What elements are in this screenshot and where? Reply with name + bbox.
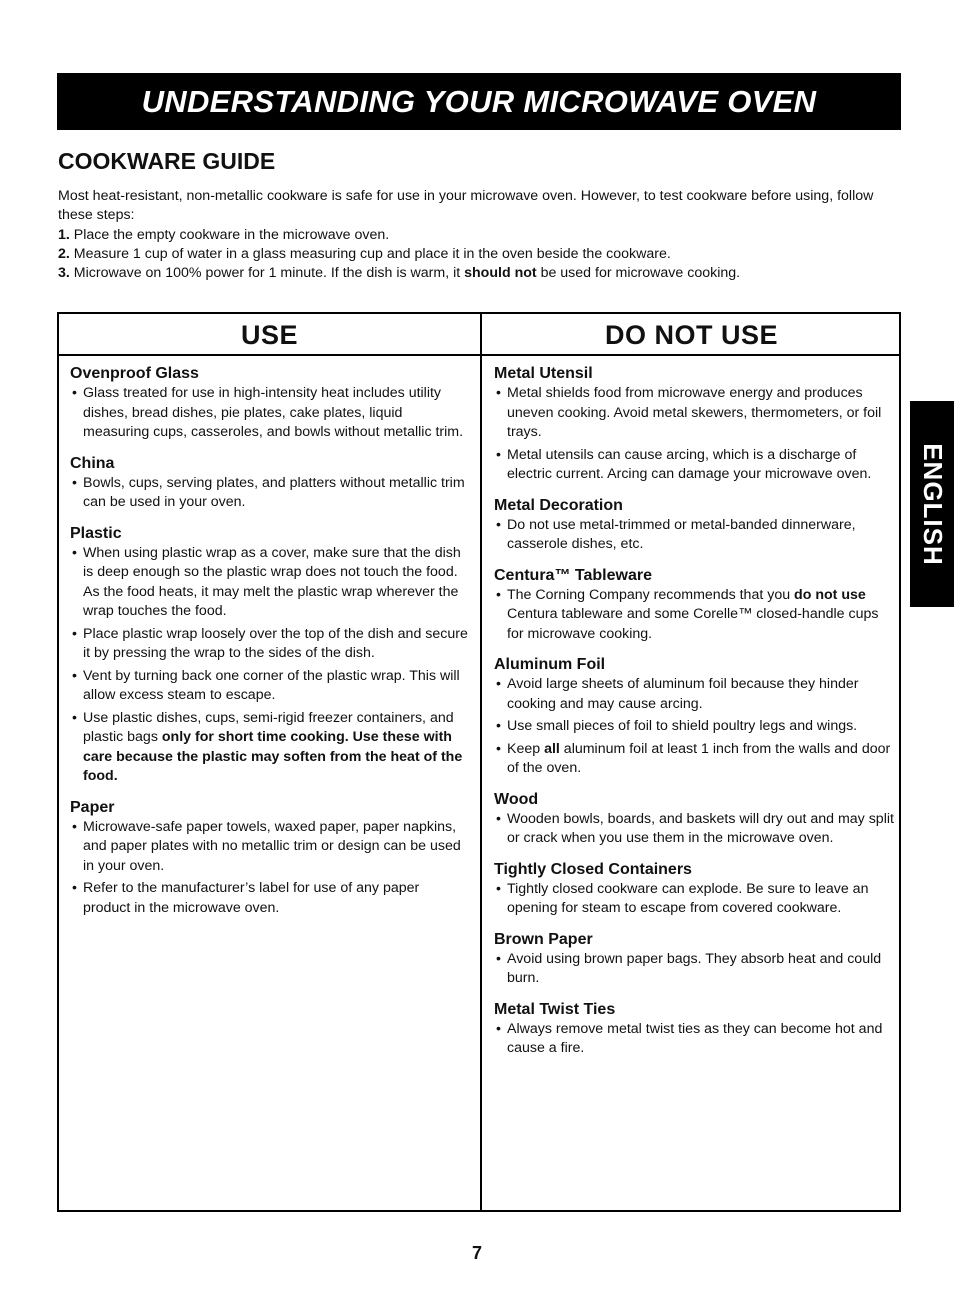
bullet-icon: • — [72, 709, 77, 726]
bullet-text: Keep — [507, 740, 545, 757]
cookware-item-title: Wood — [494, 790, 539, 808]
bullet-text: Use plastic dishes, cups, semi-rigid freezer containers, and plastic bags — [83, 709, 454, 745]
bullet-text: Metal shields food from microwave energy and produces uneven cooking. Avoid metal skewers, thermometers, or foil trays. — [507, 385, 882, 440]
bullet-point — [494, 880, 894, 919]
bullet-icon: • — [496, 950, 501, 967]
bullet-icon: • — [72, 474, 77, 491]
bullet-point — [494, 675, 894, 714]
cookware-item — [70, 364, 470, 443]
step-number: 2. — [58, 245, 70, 262]
cookware-guide-table — [57, 312, 901, 1212]
bullet-icon: • — [72, 880, 77, 896]
bullet-point — [494, 516, 894, 555]
page-number: 7 — [471, 1243, 482, 1263]
bullet-point — [494, 740, 894, 779]
step-text: Microwave on 100% power for 1 minute. If the dish is warm, it — [73, 265, 465, 282]
bullet-icon: • — [496, 810, 501, 827]
bullet-point — [70, 544, 470, 622]
cookware-item — [494, 1000, 894, 1059]
intro-step — [58, 226, 898, 245]
bullet-text: Centura tableware and some Corelle™ closed-handle cups for microwave cooking. — [507, 606, 879, 642]
bullet-text: Place plastic wrap loosely over the top of the dish and secure it by pressing the wrap to the sides of the dish. — [83, 625, 468, 661]
bullet-point — [494, 586, 894, 645]
cookware-item-title: Centura™ Tableware — [494, 566, 652, 584]
cookware-item-title: Brown Paper — [494, 930, 593, 948]
bullet-point — [494, 384, 894, 443]
cookware-item-title: Ovenproof Glass — [70, 365, 199, 382]
bullet-text: Glass treated for use in high-intensity heat includes utility dishes, bread dishes, pie plates, cake plates, liquid measuring cups, casseroles, and bowls without metallic trim. — [83, 385, 464, 440]
language-tab-label: ENGLISH — [917, 442, 948, 566]
cookware-item-title: Plastic — [70, 524, 122, 542]
cookware-item — [70, 524, 470, 787]
step-text: Measure 1 cup of water in a glass measuring cup and place it in the oven beside the cookware. — [73, 245, 671, 262]
bullet-text: Avoid large sheets of aluminum foil because they hinder cooking and may cause arcing. — [507, 676, 859, 712]
bullet-icon: • — [496, 1020, 501, 1037]
cookware-item — [494, 566, 894, 645]
language-tab — [910, 401, 954, 607]
bullet-text: Bowls, cups, serving plates, and platters without metallic trim can be used in your oven. — [83, 474, 465, 510]
cookware-item — [494, 496, 894, 555]
bullet-text: Refer to the manufacturer’s label for use of any paper product in the microwave oven. — [83, 880, 420, 916]
bullet-text: Microwave-safe paper towels, waxed paper, paper napkins, and paper plates with no metallic trim or design can be used in your oven. — [83, 818, 461, 874]
bullet-text-emphasis: all — [544, 740, 560, 757]
step-number: 1. — [58, 226, 70, 243]
cookware-item-title: Metal Twist Ties — [494, 1000, 616, 1018]
bullet-point — [494, 1020, 894, 1059]
step-number: 3. — [58, 265, 70, 282]
bullet-icon: • — [72, 544, 77, 561]
bullet-point — [70, 474, 470, 513]
bullet-point — [70, 384, 470, 443]
bullet-text-emphasis: only for short time cooking. Use these with care because the plastic may soften from the heat of the food. — [83, 729, 463, 784]
bullet-point — [494, 446, 894, 485]
cookware-item-title: China — [70, 454, 115, 472]
intro-step — [58, 245, 898, 264]
bullet-text: Tightly closed cookware can explode. Be sure to leave an opening for steam to escape from covered cookware. — [507, 880, 869, 916]
use-column — [70, 364, 470, 929]
bullet-text: When using plastic wrap as a cover, make sure that the dish is deep enough so the plastic wrap does not touch the food. As the food heats, it may melt the plastic wrap wherever the wrap touches the food. — [83, 544, 461, 619]
bullet-icon: • — [496, 718, 501, 734]
bullet-point — [494, 717, 894, 737]
page-banner — [57, 73, 901, 130]
bullet-icon: • — [72, 818, 77, 835]
bullet-icon: • — [72, 385, 77, 401]
bullet-icon: • — [496, 385, 501, 401]
step-text-emphasis: should not — [464, 265, 537, 282]
bullet-icon: • — [496, 446, 501, 463]
bullet-point — [494, 950, 894, 989]
bullet-icon: • — [72, 625, 77, 642]
bullet-text-emphasis: do not use — [794, 586, 866, 603]
bullet-text: Use small pieces of foil to shield poultry legs and wings. — [507, 718, 858, 734]
bullet-icon: • — [72, 667, 77, 684]
bullet-point — [494, 810, 894, 849]
step-text: Place the empty cookware in the microwave oven. — [73, 226, 390, 243]
bullet-point — [70, 625, 470, 664]
do-not-use-column — [494, 364, 894, 1070]
cookware-item-title: Paper — [70, 798, 115, 816]
cookware-item — [70, 798, 470, 919]
cookware-item — [70, 454, 470, 513]
bullet-text: Metal utensils can cause arcing, which is a discharge of electric current. Arcing can damage your microwave oven. — [507, 446, 872, 482]
bullet-text: aluminum foil at least 1 inch from the walls and door of the oven. — [507, 740, 891, 776]
do-not-use-column-heading: DO NOT USE — [604, 319, 778, 350]
bullet-text: Avoid using brown paper bags. They absorb heat and could burn. — [507, 950, 882, 986]
bullet-icon: • — [496, 676, 501, 692]
cookware-item-title: Metal Utensil — [494, 365, 593, 382]
bullet-point — [70, 667, 470, 706]
intro-paragraph: Most heat-resistant, non-metallic cookware is safe for use in your microwave oven. However, to test cookware before using, follow these steps: — [58, 188, 874, 224]
cookware-item — [494, 930, 894, 989]
cookware-item-title: Tightly Closed Containers — [494, 860, 692, 878]
bullet-icon: • — [496, 516, 501, 533]
intro-step — [58, 264, 898, 283]
bullet-point — [70, 709, 470, 787]
bullet-text: The Corning Company recommends that you — [507, 586, 795, 603]
intro-block — [58, 187, 898, 283]
bullet-icon: • — [496, 586, 501, 603]
bullet-icon: • — [496, 880, 501, 897]
banner-title: UNDERSTANDING YOUR MICROWAVE OVEN — [141, 83, 817, 119]
column-divider — [480, 314, 482, 1210]
cookware-item — [494, 860, 894, 919]
bullet-point — [70, 879, 470, 918]
cookware-item — [494, 364, 894, 485]
use-column-heading: USE — [240, 319, 299, 350]
bullet-icon: • — [496, 740, 501, 757]
cookware-item-title: Metal Decoration — [494, 496, 623, 514]
cookware-item-title: Aluminum Foil — [494, 656, 606, 673]
step-text: be used for microwave cooking. — [536, 265, 741, 282]
bullet-text: Always remove metal twist ties as they can become hot and cause a fire. — [507, 1020, 883, 1056]
cookware-item — [494, 790, 894, 849]
header-divider — [59, 354, 899, 356]
bullet-text: Vent by turning back one corner of the plastic wrap. This will allow excess steam to escape. — [83, 667, 460, 703]
bullet-point — [70, 818, 470, 877]
section-title: COOKWARE GUIDE — [58, 148, 276, 174]
bullet-text: Wooden bowls, boards, and baskets will dry out and may split or crack when you use them in the microwave oven. — [507, 810, 894, 846]
cookware-item — [494, 655, 894, 779]
bullet-text: Do not use metal-trimmed or metal-banded dinnerware, casserole dishes, etc. — [507, 516, 856, 552]
